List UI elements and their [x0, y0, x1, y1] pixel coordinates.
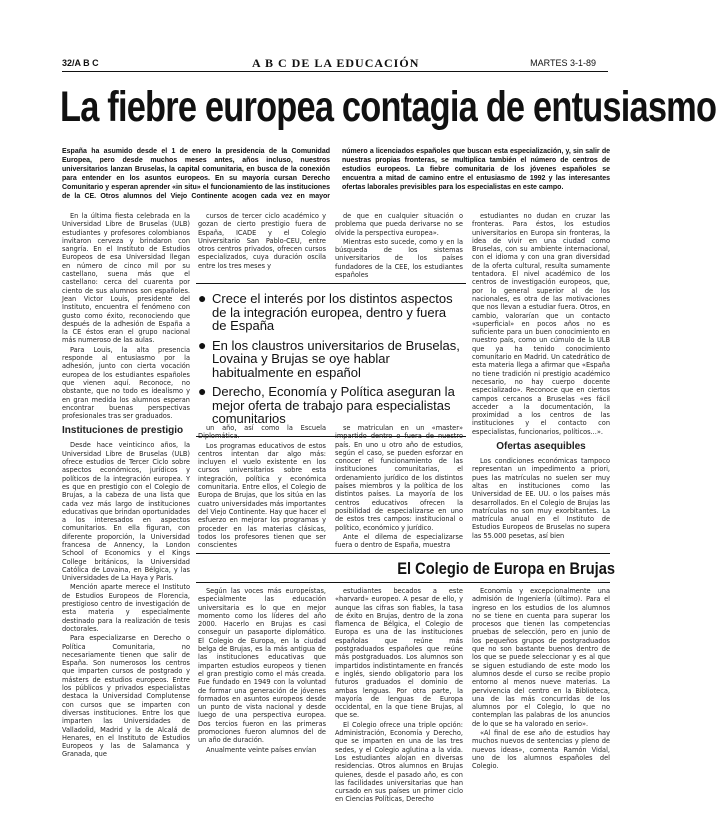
article-column-3-top [335, 212, 463, 280]
paragraph: Los programas educativos de estos centros intentan dar algo más: incluyen el vuelo existente en los cursos universitarios sobre esta integración, política y económica comunitaria. Entre ellos, el Colegio de Europa de Brujas, que los sitúa en las cuatro universidades más importantes del Viejo Continente. Hay que hacer el esfuerzo en mejorar los programas y proceder en las materias clásicas, todos los profesores tienen que ser conscientes [198, 441, 326, 550]
article-column-3-mid [335, 424, 463, 550]
section-title: A B C DE LA EDUCACIÓN [252, 56, 420, 70]
lead-paragraph: España ha asumido desde el 1 de enero la presidencia de la Comunidad Europea, pero desde muchos meses antes, años incluso, nuestros universitarios lanzan Bruselas, la capital comunitaria, en busca de la conexión para entender en los asuntos europeos. En su mayoría cursan Derecho Comunitario y esperan aprender «in situ» el funcionamiento de las instituciones de la CE. Otros alumnos del Viejo Continente acogen cada vez en mayor número a licenciados españoles que buscan esta especialización, y, sin salir de nuestras propias fronteras, se multiplica también el número de centros de estudios europeos. La fiebre comunitaria de los jóvenes españoles se encuentra a mitad de camino entre el entusiasmo de 1992 y las interesantes ofertas laborales previsibles para los especialistas en este campo. [62, 148, 610, 200]
highlight-text: Crece el interés por los distintos aspectos de la integración europea, dentro y fuera de España [212, 291, 453, 333]
paragraph: Los condiciones económicas tampoco representan un impedimento a priori, pues las matrículas no suelen ser muy altas en instituciones como las Universidad de EE. UU. o los países más desarrollados. En el Colegio de Brujas las matrículas no son muy exorbitantes. La matrícula anual en el Instituto de Estudios Europeos de Bruselas no supera las 55.000 pesetas, así bien [472, 457, 610, 540]
bullet-icon: ● [198, 336, 207, 353]
sidebar-column-1 [198, 587, 326, 823]
highlight-item [198, 336, 464, 380]
paragraph: «Al final de ese año de estudios hay muchos nuevos de sentencias y pleno de nuevos ideas», comenta Ramón Vidal, uno de los alumnos españoles del Colegio. [472, 729, 610, 771]
bullet-icon: ● [198, 383, 207, 399]
paragraph: Ante el dilema de especializarse fuera o dentro de España, muestra [335, 532, 463, 550]
article-column-2-mid [198, 424, 326, 550]
page-number: 32/A B C [62, 58, 99, 68]
subheading: Ofertas asequibles [496, 441, 586, 453]
paragraph: En la última fiesta celebrada en la Universidad Libre de Bruselas (ULB) estudiantes y profesores colombianos invitaron cerveza y brindaron con sangría. En el Instituto de Estudios Europeos de esa Universidad llegan en número de cinco mil por su castellano, suena más que el castellano: cerca del cuarenta por ciento de sus alumnos son españoles. Jean Victor Louis, presidente del Instituto, encuentra el fenómeno con gusto como éxito, reconociendo que después de la adhesión de España a la CE éstos eran el grupo nacional más numeroso de las aulas. [62, 212, 190, 345]
page-header [62, 58, 608, 72]
paragraph: Desde hace veinticinco años, la Universidad Libre de Bruselas (ULB) ofrece estudios de Tercer Ciclo sobre aspectos económicos, jurídicos y políticos de la integración europea. Y es que en prestigio con el Colegio de Brujas, a la cabeza de una lista que cada vez más largo de instituciones educativas que brindan oportunidades a los interesados en aspectos comunitarios. En ella figuran, con diferente proporción, la Universidad francesa de Annency, la London School of Economics y el Kings College británicos, la Universidad Católica de Lovaina, en Bélgica, y las Universidades de La Haya y París. [62, 441, 190, 583]
paragraph: un año, así como la Escuela Diplomática. [198, 424, 326, 441]
article-column-4 [472, 212, 610, 550]
article-column-1 [62, 212, 190, 812]
issue-date: MARTES 3-1-89 [530, 58, 596, 68]
sidebar-column-2 [335, 587, 463, 823]
highlight-item [198, 292, 464, 333]
section-divider [196, 582, 610, 583]
paragraph: Según las voces más europeístas, especialmente las educación universitaria es lo que en mejor momento como los líderes del año 2000. Hacerlo en Brujas es casi conseguir un pasaporte diplomático. El Colegio de Europa, en la ciudad belga de Brujas, es la más antigua de las instituciones educativas que imparten estudios europeos y tienen el gran prestigio como el más creada. Fue fundado en 1949 con la voluntad de formar una generación de jóvenes formados en asuntos europeos desde un punto de vista nacional y desde luego de una perspectiva europea. Dos tercios fueron en las primeras promociones fueron alumnos del de un año de duración. [198, 587, 326, 745]
article-column-2-top [198, 212, 326, 280]
paragraph: cursos de tercer ciclo académico y gozan de cierto prestigio fuera de España, ICADE y el Colegio Universitario San Pablo-CEU, entre otros centros privados, ofrecen cursos especializados, cuya duración oscila entre los tres meses y [198, 212, 326, 270]
paragraph: Para especializarse en Derecho o Política Comunitaria, no necesariamente tienen que salir de España. Son numerosos los centros que imparten cursos de postgrado y másters de estudios europeos. Entre los públicos y privados especialistas destaca la Universidad Complutense con cursos que se imparten con diversas instituciones. Entre los que imparten las Universidades de Valladolid, Madrid y la de Alcalá de Henares, en el Instituto de Estudios Europeos y las de Salamanca y Granada, que [62, 634, 190, 759]
paragraph: Mientras esto sucede, como y en la búsqueda de los sistemas universitarios de los países fundadores de la CEE, los estudiantes españoles [335, 237, 463, 280]
headline: La fiebre europea contagia de entusiasmo [60, 83, 716, 131]
highlights-box [196, 283, 466, 437]
paragraph: estudiantes becados a este «harvard» europeo. A pesar de ello, y aunque las cifras son fiables, la tasa de éxito en Brujas, dentro de la zona flamenca de Bélgica, el Colegio de Europa es una de las instituciones españolas que reúne más postgraduados españoles que reúne más postgraduados. Los alumnos son impartidos indistintamente en francés e inglés, siendo obligatorio para los futuros graduados el dominio de ambas lenguas. Por otra parte, la mayoría de lenguas de Europa occidental, en la que tiene Brujas, al que se. [335, 587, 463, 720]
highlight-text: En los claustros universitarios de Bruselas, Lovaina y Brujas se oye hablar habitualmente en español [212, 337, 460, 380]
paragraph: Para Louis, la alta presencia responde al entusiasmo por la adhesión, junto con cierta vocación europea de los estudiantes españoles que vienen aquí. Reconoce, no obstante, que no todo es idealismo y en gran medida los alumnos esperan encontrar buenas perspectivas profesionales tras ser graduados. [62, 345, 190, 421]
sidebar-headline: El Colegio de Europa en Brujas [397, 559, 615, 578]
section-divider [196, 553, 610, 554]
paragraph: estudiantes no dudan en cruzar las fronteras. Para éstos, los estudios universitarios en Europa sin fronteras, la idea de vivir en una ciudad como Bruselas, con su ambiente internacional, con el idioma y con una gran diversidad de la oferta cultural, resulta sumamente tentadora. El nivel académico de los centros de investigación europeos, que, por lo general superior al de los nacionales, es otra de las motivaciones que nos llevan a estudiar fuera. Otros, en cambio, valorarían que un contacto «superficial» en pocos años no es suficiente para un buen conocimiento en nuestro país, como un cúmulo de la ULB que ya ha tenido conocimiento comunitario en Madrid. Un catedrático de esta materia llega a afirmar que «España no tiene tradición ni prestigio académico necesario, no hay cuerpo docente especializado». Reconoce que en ciertos campos cercanos a Bruselas «es fácil acceder a la documentación, la proximidad a los centros de las instituciones y el contacto con especialistas, funcionarios, políticos...». [472, 212, 610, 436]
subheading: Instituciones de prestigio [62, 425, 184, 437]
paragraph: Anualmente veinte países envían [206, 745, 317, 754]
paragraph: Mención aparte merece el Instituto de Estudios Europeos de Florencia, prestigioso centro de investigación de esta materia y especialmente destinado para la realización de tesis doctorales. [62, 583, 190, 633]
bullet-icon: ● [198, 290, 207, 306]
sidebar-column-3 [472, 587, 610, 823]
paragraph: de que en cualquier situación o problema que pueda derivarse no se olvide la perspectiva europea». [335, 212, 463, 237]
paragraph: se matriculan en un «master» impartido dentro o fuera de nuestro país. En uno u otro año de estudios, según el caso, se pueden esforzar en conocer el funcionamiento de las instituciones comunitarias, el ordenamiento jurídico de los distintos países miembros y la política de los distintos países. La mayoría de los centros educativos ofrecen la posibilidad de especializarse en uno de estos tres campos: institucional o político, económico y jurídico. [335, 424, 463, 532]
highlight-text: Derecho, Economía y Política aseguran la mejor oferta de trabajo para especialistas comunitarios [212, 384, 455, 426]
highlight-item [198, 385, 464, 426]
paragraph: El Colegio ofrece una triple opción: Administración, Economía y Derecho, que se imparten en una de las tres sedes, y el Colegio aglutina a la vida. Los estudiantes alojan en diversas residencias. Otros alumnos en Brujas quienes, desde el pasado año, es con las facilidades universitarias que han cursado en sus países un primer ciclo en Ciencias Políticas, Derecho [335, 720, 463, 804]
paragraph: Economía y excepcionalmente una admisión de Ingeniería (último). Para el ingreso en los estudios de los alumnos no se tiene en cuenta para superar los procesos que tienen las competencias pruebas de selección, pero en junio de los pequeños grupos de postgraduados que no son bastante buenos dentro de los que se puede seleccionar y es al que se siguen estudiando de este modo los alumnos desde el curso se recibe propio entorno al menos nueve materias. La pervivencia del centro en la Biblioteca, una de las más concurridas de los alumnos por el Colegio, lo que no contemplan las palabras de los anuncios de lo que se ha valorado en serio». [472, 587, 610, 728]
